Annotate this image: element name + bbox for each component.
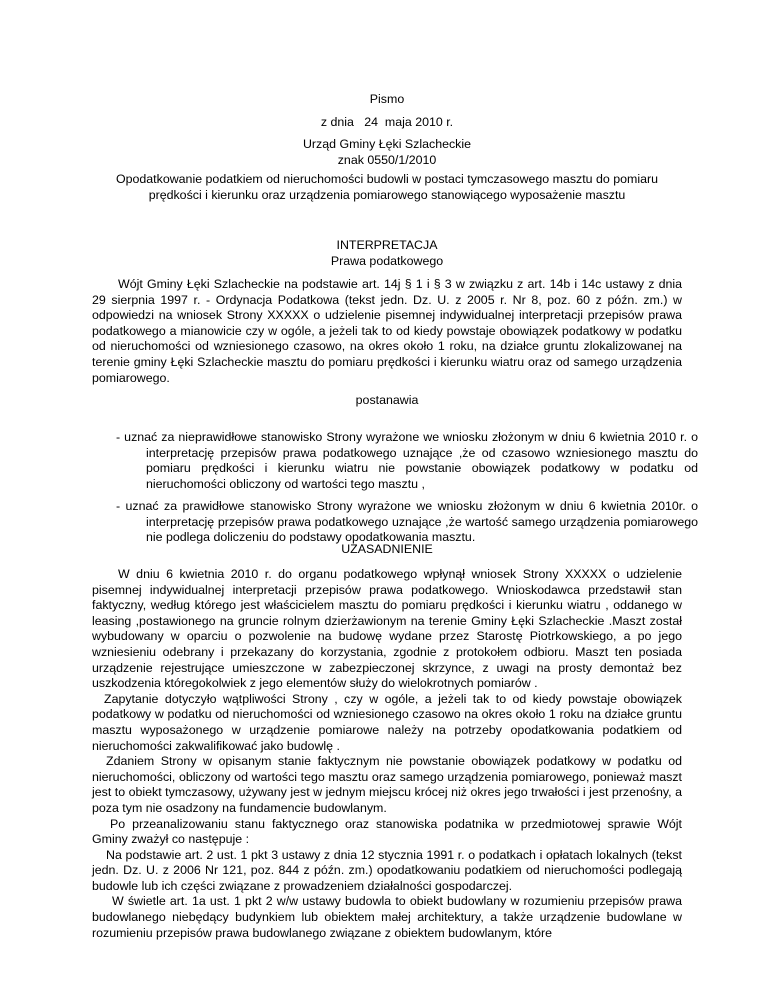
- body-paragraph-2: Zapytanie dotyczyło wątpliwości Strony , czy w ogóle, a jeżeli tak to od kiedy powstaje obowiązek podatkowy w podatku od nieruchomości od wzniesionego czasowo na okres około 1 roku na działce gruntu masztu wyposażonego w urządzenie pomiarowe należy na potrzeby opodatkowania podatkiem od nieruchomości zakwalifikować jako budowlę .: [92, 691, 682, 753]
- reference-number: znak 0550/1/2010: [337, 152, 437, 167]
- title-line-1: INTERPRETACJA: [336, 238, 438, 252]
- document-date: z dnia 24 maja 2010 r.: [320, 114, 454, 129]
- body-paragraph-6: W świetle art. 1a ust. 1 pkt 2 w/w ustawy budowla to obiekt budowlany w rozumieniu przepisów prawa budowlanego niebędący budynkiem lub obiektem małej architektury, a także urządzenie budowlane w rozumieniu przepisów prawa budowlanego związane z obiektem budowlanym, które: [92, 894, 682, 940]
- decision-item-2: - uznać za prawidłowe stanowisko Strony wyrażone we wniosku złożonym w dniu 6 kwietnia 2010r. o interpretację przepisów prawa podatkowego uznające ,że wartość samego urządzenia pomiarowego nie podlega doliczeniu do podstawy opodatkowania masztu.: [116, 499, 698, 545]
- document-type: Pismo: [369, 92, 405, 106]
- decision-item-1: - uznać za nieprawidłowe stanowisko Strony wyrażone we wniosku złożonym w dniu 6 kwietnia 2010 r. o interpretację przepisów prawa podatkowego uznające ,że od czasowo wzniesionego masztu do pomiaru prędkości i kierunku wiatru nie powstanie obowiązek podatkowy w podatku od nieruchomości obliczony od wartości tego masztu ,: [116, 430, 698, 491]
- issuing-office: Urząd Gminy Łęki Szlacheckie: [302, 137, 472, 152]
- interpretation-title: [105, 238, 669, 269]
- justification-heading: UZASADNIENIE: [341, 542, 433, 556]
- justification-body: [92, 567, 682, 941]
- body-paragraph-5: Na podstawie art. 2 ust. 1 pkt 3 ustawy z dnia 12 stycznia 1991 r. o podatkach i opłatach lokalnych (tekst jedn. Dz. U. z 2006 Nr 121, poz. 844 z późn. zm.) opodatkowaniu podatkiem od nieruchomości podlegają budowle lub ich części związane z prowadzeniem działalności gospodarczej.: [92, 847, 682, 893]
- intro-paragraph: Wójt Gminy Łęki Szlacheckie na podstawie art. 14j § 1 i § 3 w związku z art. 14b i 14c ustawy z dnia 29 sierpnia 1997 r. - Ordynacja Podatkowa (tekst jedn. Dz. U. z 2005 r. Nr 8, poz. 60 z późn. zm.) w odpowiedzi na wniosek Strony XXXXX o udzielenie pisemnej indywidualnej interpretacji przepisów prawa podatkowego a mianowicie czy w ogóle, a jeżeli tak to od kiedy powstaje obowiązek podatkowy w podatku od nieruchomości od wzniesionego czasowo, na okres około 1 roku, na działce gruntu zlokalizowanej na terenie gminy Łęki Szlacheckie masztu do pomiaru prędkości i kierunku wiatru oraz od samego urządzenia pomiarowego.: [92, 277, 682, 385]
- title-line-2: Prawa podatkowego: [330, 253, 444, 268]
- body-paragraph-3: Zdaniem Strony w opisanym stanie faktycznym nie powstanie obowiązek podatkowy w podatku od nieruchomości, obliczony od wartości tego masztu oraz samego urządzenia pomiarowego, ponieważ maszt jest to obiekt tymczasowy, używany jest w jednym miejscu krócej niż okres jego trwałości i jest przenośny, a poza tym nie osadzony na fundamencie budowlanym.: [92, 754, 682, 815]
- body-paragraph-4: Po przeanalizowaniu stanu faktycznego oraz stanowiska podatnika w przedmiotowej sprawie Wójt Gminy zważył co następuje :: [92, 816, 682, 847]
- decision-heading: postanawia: [355, 393, 419, 407]
- body-paragraph-1: W dniu 6 kwietnia 2010 r. do organu podatkowego wpłynął wniosek Strony XXXXX o udzielenie pisemnej indywidualnej interpretacji przepisów prawa podatkowego. Wnioskodawca przedstawił stan faktyczny, według którego jest właścicielem masztu do pomiaru prędkości i kierunku wiatru , oddanego w leasing ,postawionego na gruncie rolnym dzierżawionym na terenie Gminy Łęki Szlacheckie .Maszt został wybudowany w oparciu o pozwolenie na budowę wydane przez Starostę Piotrkowskiego, a po jego wzniesieniu odebrany i przekazany do korzystania, zgodnie z protokołem odbioru. Maszt ten posiada urządzenie rejestrujące umieszczone w zabezpieczonej skrzynce, z uwagi na prosty demontaż bez uszkodzenia któregokolwiek z jego elementów służy do wielokrotnych pomiarów .: [92, 567, 682, 691]
- document-subject: Opodatkowanie podatkiem od nieruchomości budowli w postaci tymczasowego masztu do pomiaru prędkości i kierunku oraz urządzenia pomiarowego stanowiącego wyposażenie masztu: [115, 172, 659, 202]
- document-header: [105, 92, 669, 168]
